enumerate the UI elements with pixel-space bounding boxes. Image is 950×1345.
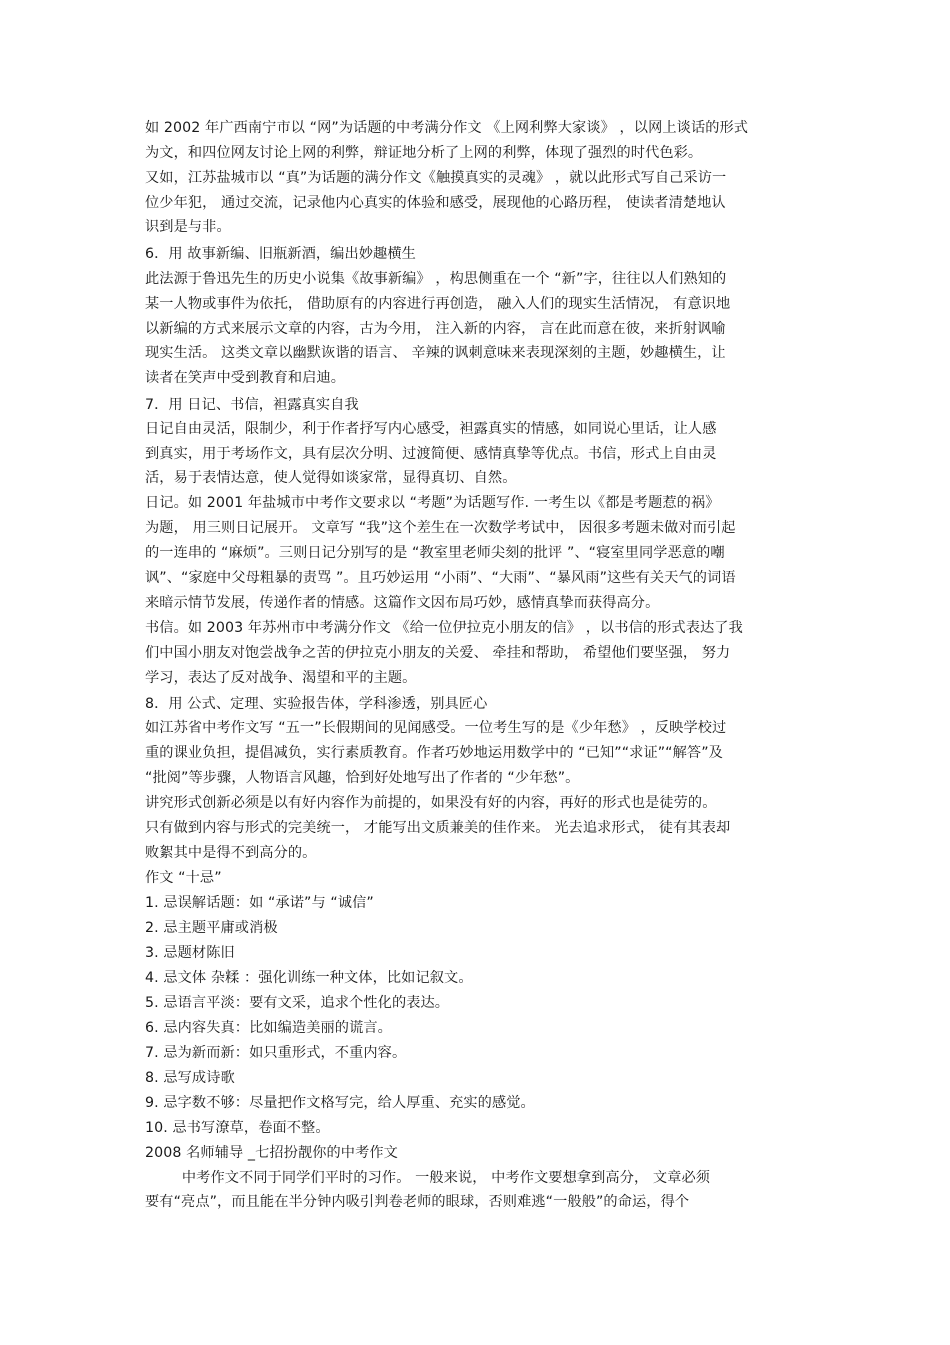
text-line: 如江苏省中考作文写 “五一”长假期间的见闻感受。一位考生写的是《少年愁》 ，反映学校过	[145, 720, 727, 736]
list-item: 5. 忌语言平淡：要有文采，追求个性化的表达。	[145, 995, 450, 1011]
text-line: 败絮其中是得不到高分的。	[145, 845, 317, 861]
text-line: 中考作文不同于同学们平时的习作。 一般来说， 中考作文要想拿到高分， 文章必须	[145, 1170, 711, 1186]
section-heading: 作文 “十忌”	[145, 870, 222, 886]
section-heading: 7．用 日记、书信，袒露真实自我	[145, 397, 359, 413]
text-line: 讽”、“家庭中父母粗暴的责骂 ”。且巧妙运用 “小雨”、“大雨”、“暴风雨”这些有关天气的词语	[145, 570, 736, 586]
section-heading: 2008 名师辅导 _七招扮靓你的中考作文	[145, 1145, 398, 1161]
text-line: 某一人物或事件为依托， 借助原有的内容进行再创造， 融入人们的现实生活情况， 有意识地	[145, 296, 731, 312]
text-line: 日记自由灵活，限制少，利于作者抒写内心感受，袒露真实的情感，如同说心里话，让人感	[145, 421, 717, 437]
text-line: 到真实，用于考场作文，具有层次分明、过渡简便、感情真挚等优点。书信，形式上自由灵	[145, 446, 717, 462]
text-line: 日记。如 2001 年盐城市中考作文要求以 “考题”为话题写作. 一考生以《都是考题惹的祸》	[145, 495, 720, 511]
text-line: 们中国小朋友对饱尝战争之苦的伊拉克小朋友的关爱、 牵挂和帮助， 希望他们要坚强， 努力	[145, 645, 731, 661]
text-line: 为文，和四位网友讨论上网的利弊，辩证地分析了上网的利弊，体现了强烈的时代色彩。	[145, 145, 703, 161]
text-line: 位少年犯， 通过交流，记录他内心真实的体验和感受，展现他的心路历程， 使读者清楚地认	[145, 195, 726, 211]
list-item: 4. 忌文体 杂糅 ：强化训练一种文体，比如记叙文。	[145, 970, 473, 986]
section-heading: 8．用 公式、定理、实验报告体，学科渗透，别具匠心	[145, 696, 488, 712]
list-item: 7. 忌为新而新：如只重形式，不重内容。	[145, 1045, 407, 1061]
list-item: 9. 忌字数不够：尽量把作文格写完，给人厚重、充实的感觉。	[145, 1095, 535, 1111]
list-item: 2. 忌主题平庸或消极	[145, 920, 278, 936]
text-line: 重的课业负担，提倡减负，实行素质教育。作者巧妙地运用数学中的 “已知”“求证”“解答”及	[145, 745, 723, 761]
text-line: “批阅”等步骤，人物语言风趣，恰到好处地写出了作者的 “少年愁”。	[145, 770, 580, 786]
text-line: 读者在笑声中受到教育和启迪。	[145, 370, 346, 386]
list-item: 1. 忌误解话题：如 “承诺”与 “诚信”	[145, 895, 374, 911]
list-item: 8. 忌写成诗歌	[145, 1070, 235, 1086]
list-item: 10. 忌书写潦草，卷面不整。	[145, 1120, 330, 1136]
text-line: 现实生活。 这类文章以幽默诙谐的语言、 辛辣的讽刺意味来表现深刻的主题，妙趣横生，让	[145, 345, 726, 361]
text-line: 只有做到内容与形式的完美统一， 才能写出文质兼美的佳作来。 光去追求形式， 徒有其表却	[145, 820, 731, 836]
text-line: 的一连串的 “麻烦”。三则日记分别写的是 “教室里老师尖刻的批评 ”、“寝室里同学恶意的嘲	[145, 545, 725, 561]
text-line: 讲究形式创新必须是以有好内容作为前提的，如果没有好的内容，再好的形式也是徒劳的。	[145, 795, 717, 811]
text-line: 识到是与非。	[145, 219, 231, 235]
text-line: 此法源于鲁迅先生的历史小说集《故事新编》 ，构思侧重在一个 “新”字，往往以人们熟知的	[145, 271, 727, 287]
text-line: 书信。如 2003 年苏州市中考满分作文 《给一位伊拉克小朋友的信》 ，以书信的形式表达了我	[145, 620, 743, 636]
text-line: 学习，表达了反对战争、渴望和平的主题。	[145, 670, 417, 686]
section-heading: 6．用 故事新编、旧瓶新酒，编出妙趣横生	[145, 246, 416, 262]
list-item: 6. 忌内容失真：比如编造美丽的谎言。	[145, 1020, 392, 1036]
text-line: 为题， 用三则日记展开。 文章写 “我”这个差生在一次数学考试中， 因很多考题未做对而引起	[145, 520, 736, 536]
text-line: 如 2002 年广西南宁市以 “网”为话题的中考满分作文 《上网利弊大家谈》 ，以网上谈话的形式	[145, 120, 749, 136]
list-item: 3. 忌题材陈旧	[145, 945, 235, 961]
text-line: 以新编的方式来展示文章的内容，古为今用， 注入新的内容， 言在此而意在彼，来折射讽喻	[145, 321, 726, 337]
text-line: 来暗示情节发展，传递作者的情感。这篇作文因布局巧妙，感情真挚而获得高分。	[145, 595, 660, 611]
text-line: 活，易于表情达意，使人觉得如谈家常，显得真切、自然。	[145, 470, 517, 486]
text-line: 要有“亮点”，而且能在半分钟内吸引判卷老师的眼球，否则难逃“一般般”的命运，得个	[145, 1194, 690, 1210]
text-line: 又如，江苏盐城市以 “真”为话题的满分作文《触摸真实的灵魂》 ，就以此形式写自己采访一	[145, 170, 727, 186]
